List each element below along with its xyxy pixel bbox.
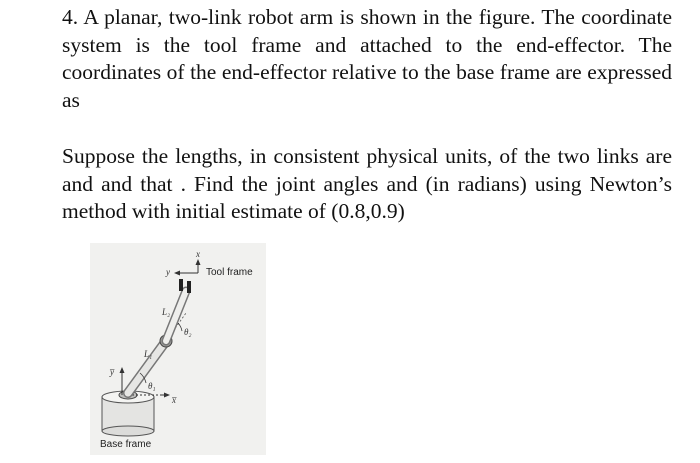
tool-frame-label: Tool frame: [206, 267, 253, 278]
robot-arm-diagram: [90, 243, 266, 455]
tool-x-label: x: [196, 249, 200, 259]
theta2-arc: [178, 323, 182, 331]
theta1-label: θ₁: [148, 381, 156, 391]
base-y-label: y̅: [110, 367, 114, 377]
base-x-label: x̅: [172, 395, 176, 405]
link2-label: L₂: [162, 307, 171, 317]
base-frame-label: Base frame: [100, 439, 152, 450]
theta2-label: θ₂: [184, 327, 192, 337]
tool-y-label: y: [166, 267, 170, 277]
link1-label: L₁: [144, 349, 153, 359]
tool-axes: [174, 259, 201, 276]
robot-arm-figure: [90, 243, 266, 455]
problem-paragraph-1: 4. A planar, two-link robot arm is shown in the figure. The coordinate system is the tool frame and attached to the end-effector. The coordinates of the end-effector relative to the base frame are expressed as: [62, 5, 672, 112]
problem-paragraph-2: Suppose the lengths, in consistent physical units, of the two links are and and that . Find the joint angles and (in radians) using Newton’s method with initial estimate of (0.8,0.9): [62, 144, 672, 223]
